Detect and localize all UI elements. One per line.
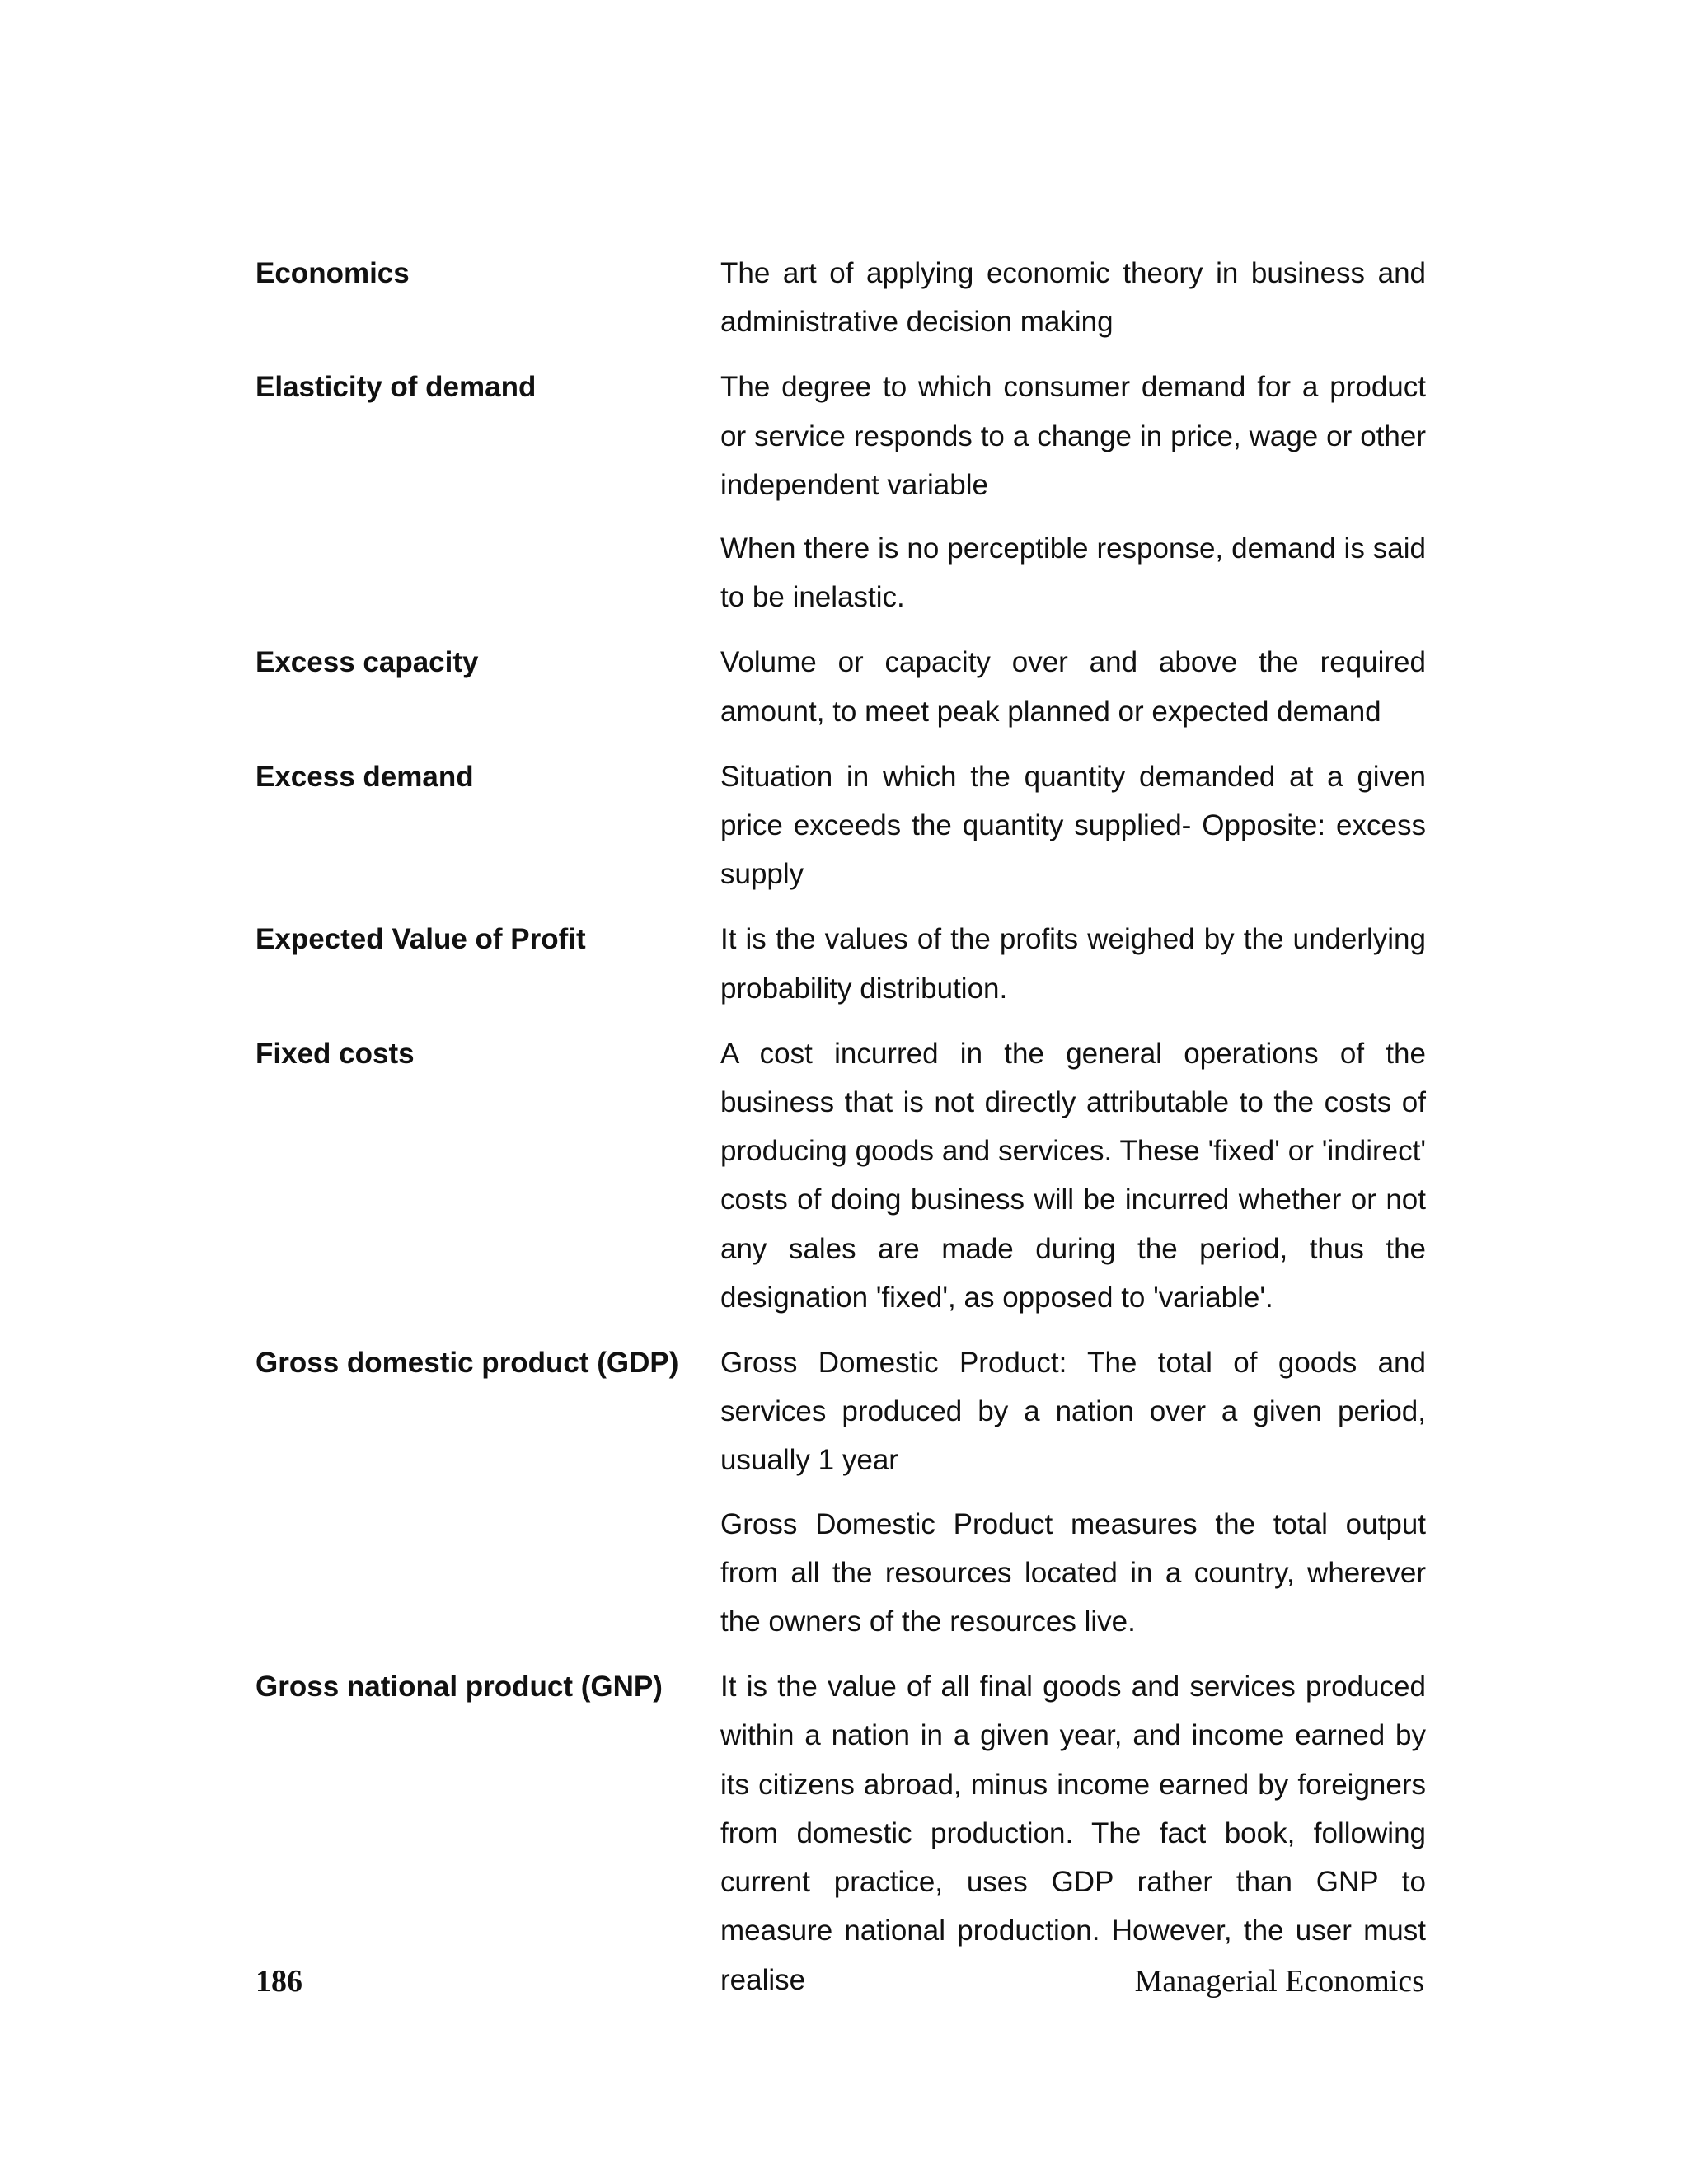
glossary-definitions <box>720 752 1426 899</box>
glossary-term: Gross domestic product (GDP) <box>256 1347 679 1380</box>
glossary-entry-gdp <box>256 1338 1426 1646</box>
glossary-term: Expected Value of Profit <box>256 923 586 956</box>
glossary-definitions <box>720 363 1426 621</box>
glossary-list <box>256 249 1426 2021</box>
glossary-term: Excess demand <box>256 760 474 793</box>
glossary-definitions <box>720 1338 1426 1646</box>
glossary-term: Economics <box>256 257 410 289</box>
glossary-definition: It is the values of the profits weighed by the underlying probability distribution. <box>720 923 1426 1005</box>
glossary-definitions <box>720 1662 1426 2004</box>
glossary-term: Elasticity of demand <box>256 371 537 404</box>
glossary-definition: A cost incurred in the general operations of the business that is not directly attributable to the costs of producing goods and services. These 'fixed' or 'indirect' costs of doing business will be incurred whether or not any sales are made during the period, thus the designation 'fixed', as opposed to 'variable'. <box>720 1037 1426 1314</box>
glossary-definition: The art of applying economic theory in business and administrative decision making <box>720 257 1426 339</box>
page-number: 186 <box>256 1964 302 1999</box>
glossary-definition: When there is no perceptible response, demand is said to be inelastic. <box>720 532 1426 614</box>
glossary-term: Fixed costs <box>256 1037 415 1070</box>
glossary-entry-expected-value-of-profit <box>256 915 1426 1012</box>
glossary-term: Gross national product (GNP) <box>256 1671 663 1704</box>
glossary-definitions <box>720 638 1426 735</box>
glossary-definition: Situation in which the quantity demanded at a given price exceeds the quantity supplied- Opposite: excess supply <box>720 760 1426 891</box>
glossary-definition: It is the value of all final goods and services produced within a nation in a given year, and income earned by its citizens abroad, minus income earned by foreigners from domestic production. The fact book, following current practice, uses GDP rather than GNP to measure national production. However, the user must realise <box>720 1671 1426 1996</box>
glossary-term: Excess capacity <box>256 646 479 679</box>
glossary-definitions <box>720 249 1426 346</box>
glossary-definition: Gross Domestic Product: The total of goods and services produced by a nation over a given period, usually 1 year <box>720 1347 1426 1477</box>
glossary-entry-elasticity-of-demand <box>256 363 1426 621</box>
glossary-definitions <box>720 915 1426 1012</box>
glossary-entry-fixed-costs <box>256 1029 1426 1322</box>
glossary-definition: The degree to which consumer demand for a product or service responds to a change in price, wage or other independent variable <box>720 371 1426 501</box>
glossary-entry-excess-demand <box>256 752 1426 899</box>
glossary-definition: Gross Domestic Product measures the total output from all the resources located in a country, wherever the owners of the resources live. <box>720 1507 1426 1638</box>
book-title: Managerial Economics <box>1134 1964 1424 1999</box>
glossary-entry-gnp <box>256 1662 1426 2004</box>
glossary-definition: Volume or capacity over and above the required amount, to meet peak planned or expected demand <box>720 646 1426 728</box>
glossary-entry-excess-capacity <box>256 638 1426 735</box>
glossary-definitions <box>720 1029 1426 1322</box>
glossary-entry-economics <box>256 249 1426 346</box>
